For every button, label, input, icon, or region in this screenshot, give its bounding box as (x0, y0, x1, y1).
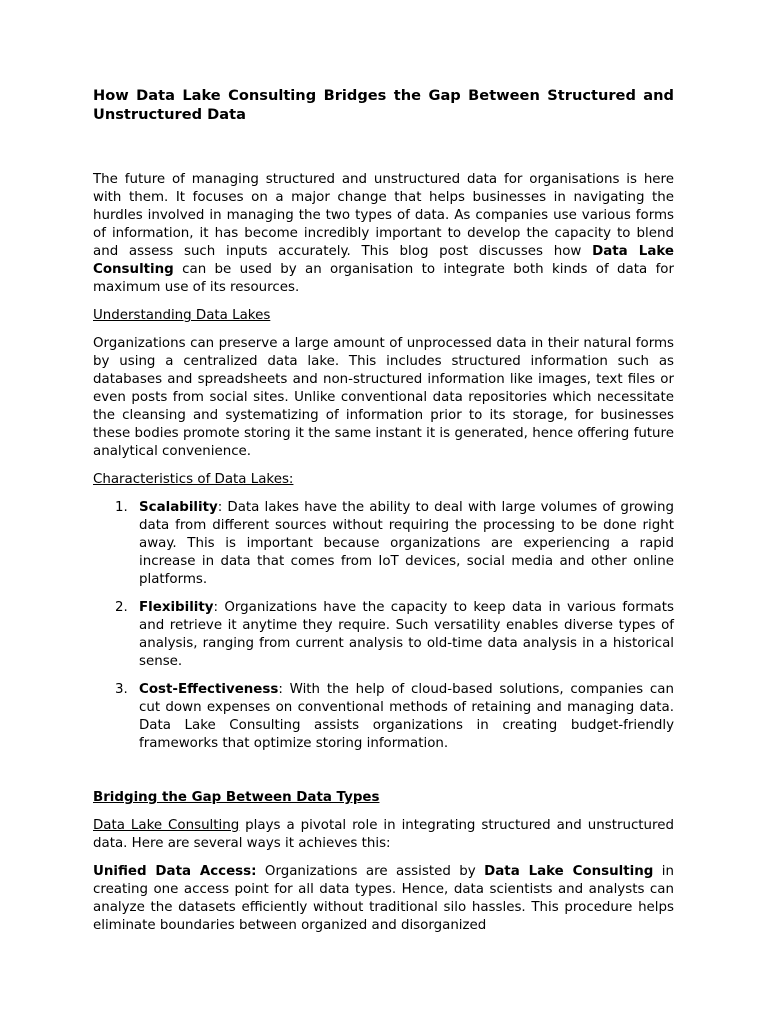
list-item-term: Scalability (139, 500, 218, 515)
list-item-number: 3. (115, 682, 128, 697)
unified-access-wrapper (93, 863, 674, 933)
unified-access-label: Unified Data Access: (93, 864, 257, 879)
list-item-number: 1. (115, 500, 128, 515)
document-title: How Data Lake Consulting Bridges the Gap Between Structured and Unstructured Data (93, 87, 674, 123)
list-item-text: : Organizations have the capacity to keep data in various formats and retrieve it anytime they require. Such versatility enables diverse types of analysis, ranging from current analysis to old-time data analysis in a historical sense. (139, 600, 674, 669)
list-item-text: : Data lakes have the ability to deal with large volumes of growing data from different sources without requiring the processing to be done right away. This is important because organizations are experiencing a rapid increase in data that comes from IoT devices, social media and other online platforms. (139, 500, 674, 587)
document-page (93, 86, 674, 933)
unified-text-1: Organizations are assisted by (256, 864, 485, 879)
list-item (115, 499, 674, 589)
understanding-heading: Understanding Data Lakes (93, 308, 271, 323)
list-item-term: Cost-Effectiveness (139, 682, 279, 697)
unified-access-paragraph (93, 863, 674, 935)
list-item-term: Flexibility (139, 600, 214, 615)
bridging-link[interactable]: Data Lake Consulting (93, 818, 240, 833)
intro-text-1: The future of managing structured and unstructured data for organisations is here with them. It focuses on a major change that helps businesses in navigating the hurdles involved in managing the two types of data. As companies use various forms of information, it has become incredibly important to develop the capacity to blend and assess such inputs accurately. This blog post discusses how (93, 172, 674, 259)
characteristics-heading: Characteristics of Data Lakes: (93, 472, 294, 487)
list-item (115, 681, 674, 753)
unified-bold-term: Data Lake Consulting (484, 864, 654, 879)
list-item-text: : With the help of cloud-based solutions, companies can cut down expenses on conventional methods of retaining and managing data. Data Lake Consulting assists organizations in creating budget-friendly frameworks that optimize storing information. (139, 682, 674, 751)
unified-text-2: in creating one access point for all data types. Hence, data scientists and analysts can analyze the datasets efficiently without traditional silo hassles. This procedure helps eliminate boundaries between organized and disorganized (93, 864, 674, 933)
bridging-intro (93, 817, 674, 853)
intro-bold-term: Data Lake Consulting (93, 244, 674, 277)
understanding-body: Organizations can preserve a large amount of unprocessed data in their natural forms by using a centralized data lake. This includes structured information such as databases and spreadsheets and non-structured information like images, text files or even posts from social sites. Unlike conventional data repositories which necessitate the cleansing and systematizing of information prior to its storage, for businesses these bodies promote storing it the same instant it is generated, hence offering future analytical convenience. (93, 336, 674, 459)
bridging-heading (93, 789, 674, 807)
bridging-intro-text: plays a pivotal role in integrating structured and unstructured data. Here are several ways it achieves this: (93, 818, 674, 851)
intro-text-2: can be used by an organisation to integrate both kinds of data for maximum use of its resources. (93, 262, 674, 295)
list-item-number: 2. (115, 600, 128, 615)
list-item (115, 599, 674, 671)
intro-paragraph (93, 171, 674, 297)
bridging-heading-text: Bridging the Gap Between Data Types (93, 790, 380, 805)
characteristics-list (93, 499, 674, 753)
